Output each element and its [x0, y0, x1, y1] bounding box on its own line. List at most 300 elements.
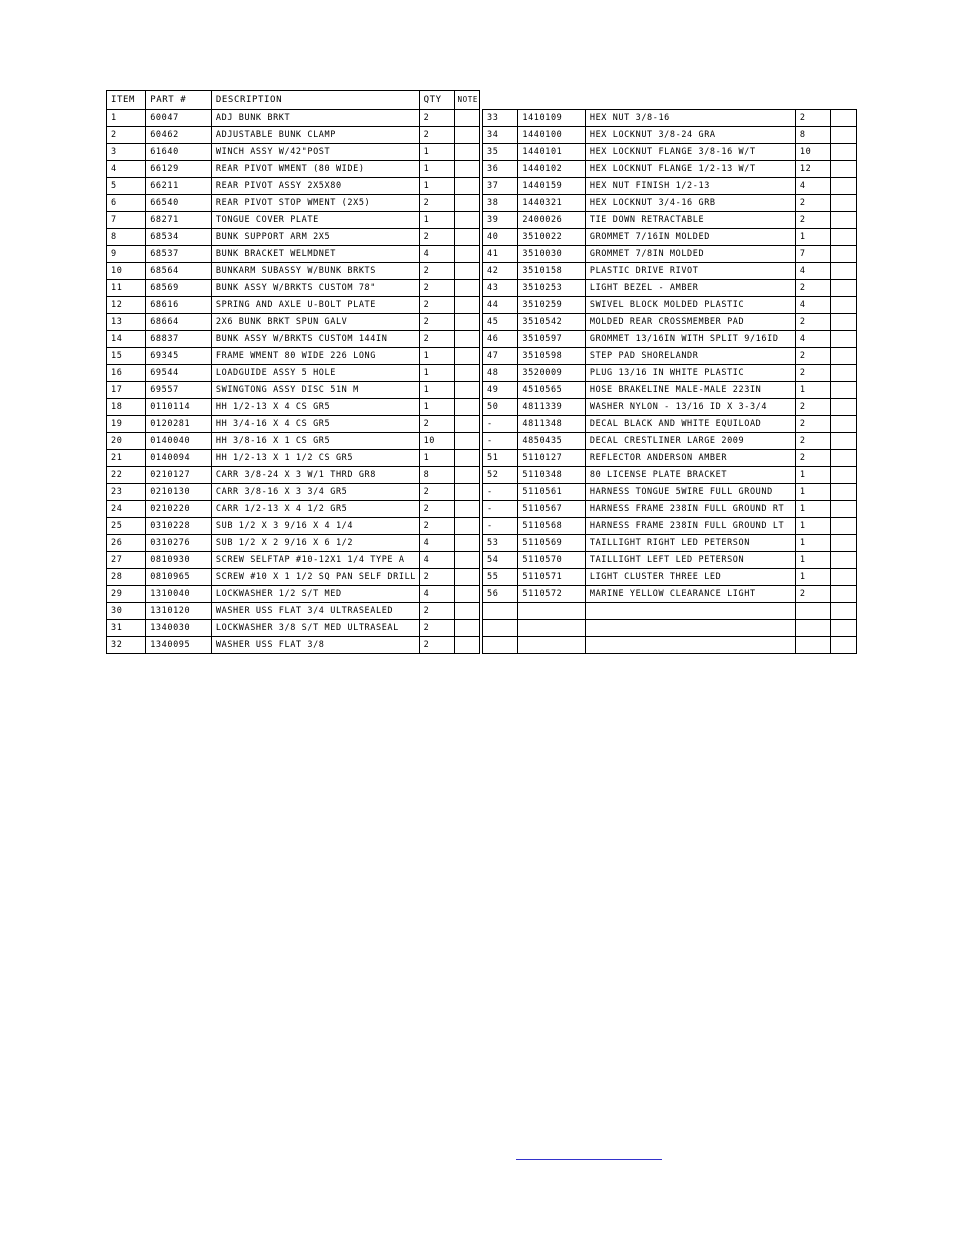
cell-note: [831, 637, 857, 654]
cell-part: 0210220: [146, 501, 212, 518]
table-row: [107, 569, 480, 586]
cell-part: 5110572: [518, 586, 586, 603]
cell-note: [454, 263, 479, 280]
cell-item: 44: [483, 297, 518, 314]
cell-note: [831, 348, 857, 365]
cell-qty: 1: [795, 501, 830, 518]
cell-item: -: [483, 501, 518, 518]
cell-part: 1310120: [146, 603, 212, 620]
cell-description: 2X6 BUNK BRKT SPUN GALV: [211, 314, 419, 331]
cell-note: [454, 552, 479, 569]
table-row: [107, 399, 480, 416]
cell-item: 32: [107, 637, 146, 654]
cell-description: HARNESS TONGUE 5WIRE FULL GROUND: [585, 484, 795, 501]
table-row: [483, 280, 857, 297]
cell-qty: 2: [419, 297, 454, 314]
cell-part: 3510597: [518, 331, 586, 348]
cell-note: [454, 144, 479, 161]
cell-item: 15: [107, 348, 146, 365]
cell-note: [831, 365, 857, 382]
cell-part: 3510259: [518, 297, 586, 314]
cell-qty: 2: [419, 110, 454, 127]
header-qty: QTY: [419, 91, 454, 110]
table-row: [483, 127, 857, 144]
cell-part: 5110571: [518, 569, 586, 586]
cell-note: [454, 450, 479, 467]
table-row: [483, 348, 857, 365]
cell-qty: 2: [419, 501, 454, 518]
cell-note: [454, 467, 479, 484]
cell-note: [454, 229, 479, 246]
cell-part: 68616: [146, 297, 212, 314]
cell-note: [454, 365, 479, 382]
cell-note: [831, 127, 857, 144]
cell-part: 3510158: [518, 263, 586, 280]
cell-item: 22: [107, 467, 146, 484]
cell-qty: 1: [419, 399, 454, 416]
cell-qty: 2: [419, 518, 454, 535]
cell-item: 48: [483, 365, 518, 382]
cell-part: 1440101: [518, 144, 586, 161]
cell-qty: 1: [419, 450, 454, 467]
cell-note: [454, 518, 479, 535]
cell-description: [585, 637, 795, 654]
cell-description: SUB 1/2 X 2 9/16 X 6 1/2: [211, 535, 419, 552]
cell-description: HEX NUT 3/8-16: [585, 110, 795, 127]
cell-part: 0310228: [146, 518, 212, 535]
cell-description: SWINGTONG ASSY DISC 51N M: [211, 382, 419, 399]
cell-qty: 2: [795, 450, 830, 467]
table-row: [107, 586, 480, 603]
cell-part: [518, 603, 586, 620]
cell-item: 17: [107, 382, 146, 399]
cell-note: [831, 586, 857, 603]
cell-qty: 2: [419, 314, 454, 331]
cell-part: 60047: [146, 110, 212, 127]
cell-qty: 4: [795, 178, 830, 195]
cell-note: [454, 484, 479, 501]
cell-part: 66211: [146, 178, 212, 195]
cell-qty: 1: [795, 382, 830, 399]
cell-description: TONGUE COVER PLATE: [211, 212, 419, 229]
cell-qty: [795, 620, 830, 637]
cell-part: 3520009: [518, 365, 586, 382]
table-row: [483, 246, 857, 263]
table-row: [483, 212, 857, 229]
cell-note: [454, 501, 479, 518]
table-row: [107, 212, 480, 229]
cell-note: [454, 637, 479, 654]
cell-description: TIE DOWN RETRACTABLE: [585, 212, 795, 229]
table-row: [483, 535, 857, 552]
cell-qty: 2: [419, 620, 454, 637]
table-row: [483, 501, 857, 518]
cell-item: 8: [107, 229, 146, 246]
cell-qty: 4: [419, 535, 454, 552]
cell-part: 68664: [146, 314, 212, 331]
table-row: [483, 637, 857, 654]
cell-description: HARNESS FRAME 238IN FULL GROUND LT: [585, 518, 795, 535]
table-row: [483, 569, 857, 586]
cell-part: [518, 637, 586, 654]
cell-item: 29: [107, 586, 146, 603]
cell-description: STEP PAD SHORELANDR: [585, 348, 795, 365]
header-description: DESCRIPTION: [211, 91, 419, 110]
cell-description: HOSE BRAKELINE MALE-MALE 223IN: [585, 382, 795, 399]
table-row: [107, 314, 480, 331]
cell-description: MOLDED REAR CROSSMEMBER PAD: [585, 314, 795, 331]
cell-item: 16: [107, 365, 146, 382]
cell-note: [831, 518, 857, 535]
cell-item: 42: [483, 263, 518, 280]
cell-item: 13: [107, 314, 146, 331]
header-note: NOTE: [454, 91, 479, 110]
cell-description: CARR 1/2-13 X 4 1/2 GR5: [211, 501, 419, 518]
cell-qty: 2: [419, 229, 454, 246]
cell-note: [454, 382, 479, 399]
cell-item: 47: [483, 348, 518, 365]
table-row: [107, 195, 480, 212]
cell-note: [454, 603, 479, 620]
cell-note: [831, 569, 857, 586]
cell-item: 46: [483, 331, 518, 348]
cell-qty: 2: [419, 263, 454, 280]
table-row: [483, 178, 857, 195]
cell-qty: 1: [795, 229, 830, 246]
table-row: [483, 161, 857, 178]
cell-item: 4: [107, 161, 146, 178]
cell-part: 2400026: [518, 212, 586, 229]
cell-note: [831, 484, 857, 501]
cell-item: 7: [107, 212, 146, 229]
cell-note: [831, 212, 857, 229]
cell-qty: [795, 603, 830, 620]
cell-item: 49: [483, 382, 518, 399]
table-row: [107, 178, 480, 195]
cell-item: 54: [483, 552, 518, 569]
cell-qty: 2: [419, 195, 454, 212]
cell-description: MARINE YELLOW CLEARANCE LIGHT: [585, 586, 795, 603]
cell-part: 69544: [146, 365, 212, 382]
cell-description: CARR 3/8-24 X 3 W/1 THRD GR8: [211, 467, 419, 484]
footer-link-underline[interactable]: [516, 1157, 662, 1160]
cell-item: [483, 603, 518, 620]
cell-part: 4811348: [518, 416, 586, 433]
cell-item: 38: [483, 195, 518, 212]
table-row: [107, 331, 480, 348]
cell-note: [454, 246, 479, 263]
cell-note: [454, 535, 479, 552]
cell-qty: 2: [795, 348, 830, 365]
cell-description: GROMMET 7/16IN MOLDED: [585, 229, 795, 246]
cell-part: 5110568: [518, 518, 586, 535]
cell-qty: 8: [419, 467, 454, 484]
table-row: [107, 484, 480, 501]
table-row: [483, 620, 857, 637]
cell-part: 4510565: [518, 382, 586, 399]
cell-item: 10: [107, 263, 146, 280]
cell-description: WASHER USS FLAT 3/4 ULTRASEALED: [211, 603, 419, 620]
cell-note: [454, 178, 479, 195]
cell-qty: 2: [419, 331, 454, 348]
cell-description: [585, 620, 795, 637]
cell-note: [831, 246, 857, 263]
table-row: [483, 297, 857, 314]
table-row: [107, 450, 480, 467]
cell-part: 4850435: [518, 433, 586, 450]
cell-note: [454, 314, 479, 331]
cell-note: [454, 620, 479, 637]
table-row: [483, 484, 857, 501]
cell-part: 1340030: [146, 620, 212, 637]
cell-note: [831, 280, 857, 297]
table-row: [483, 314, 857, 331]
table-row: [483, 603, 857, 620]
table-row: [107, 280, 480, 297]
cell-description: PLASTIC DRIVE RIVOT: [585, 263, 795, 280]
cell-item: 23: [107, 484, 146, 501]
table-row: [483, 433, 857, 450]
table-row: [483, 399, 857, 416]
cell-item: 50: [483, 399, 518, 416]
cell-description: REAR PIVOT ASSY 2X5X80: [211, 178, 419, 195]
cell-description: BUNK ASSY W/BRKTS CUSTOM 78": [211, 280, 419, 297]
cell-item: 36: [483, 161, 518, 178]
cell-part: 3510030: [518, 246, 586, 263]
cell-description: HARNESS FRAME 238IN FULL GROUND RT: [585, 501, 795, 518]
cell-qty: 1: [795, 518, 830, 535]
cell-note: [454, 331, 479, 348]
cell-description: LIGHT BEZEL - AMBER: [585, 280, 795, 297]
cell-part: 60462: [146, 127, 212, 144]
cell-part: 3510542: [518, 314, 586, 331]
cell-description: HH 3/4-16 X 4 CS GR5: [211, 416, 419, 433]
cell-note: [831, 144, 857, 161]
cell-item: -: [483, 416, 518, 433]
cell-qty: 1: [795, 467, 830, 484]
table-row: [107, 229, 480, 246]
cell-item: 6: [107, 195, 146, 212]
table-row: [483, 586, 857, 603]
cell-note: [454, 297, 479, 314]
cell-note: [831, 620, 857, 637]
cell-item: -: [483, 433, 518, 450]
cell-description: SUB 1/2 X 3 9/16 X 4 1/4: [211, 518, 419, 535]
cell-part: 3510598: [518, 348, 586, 365]
cell-qty: 1: [795, 552, 830, 569]
table-row: [107, 365, 480, 382]
cell-item: [483, 637, 518, 654]
cell-part: 5110348: [518, 467, 586, 484]
cell-note: [831, 382, 857, 399]
cell-part: 0310276: [146, 535, 212, 552]
cell-qty: 2: [795, 365, 830, 382]
cell-part: 0810965: [146, 569, 212, 586]
cell-item: 25: [107, 518, 146, 535]
parts-table-body-left: [107, 110, 480, 654]
cell-qty: 1: [419, 382, 454, 399]
table-row: [483, 195, 857, 212]
header-part: PART #: [146, 91, 212, 110]
cell-item: 56: [483, 586, 518, 603]
cell-note: [831, 552, 857, 569]
cell-description: GROMMET 7/8IN MOLDED: [585, 246, 795, 263]
table-row: [483, 263, 857, 280]
table-row: [483, 365, 857, 382]
cell-part: 0210130: [146, 484, 212, 501]
cell-description: HH 1/2-13 X 1 1/2 CS GR5: [211, 450, 419, 467]
table-row: [107, 348, 480, 365]
parts-table-header: [107, 91, 480, 110]
table-row: [107, 297, 480, 314]
table-row: [107, 416, 480, 433]
cell-description: BUNK BRACKET WELMDNET: [211, 246, 419, 263]
table-row: [107, 263, 480, 280]
cell-description: HEX NUT FINISH 1/2-13: [585, 178, 795, 195]
cell-item: 26: [107, 535, 146, 552]
cell-note: [831, 501, 857, 518]
cell-note: [831, 229, 857, 246]
cell-item: 35: [483, 144, 518, 161]
table-row: [107, 382, 480, 399]
cell-item: 2: [107, 127, 146, 144]
cell-item: 12: [107, 297, 146, 314]
cell-description: DECAL CRESTLINER LARGE 2009: [585, 433, 795, 450]
parts-table-left: [106, 90, 480, 654]
cell-note: [831, 178, 857, 195]
cell-part: 68564: [146, 263, 212, 280]
cell-item: 39: [483, 212, 518, 229]
cell-qty: 2: [795, 399, 830, 416]
cell-part: 0140094: [146, 450, 212, 467]
cell-note: [454, 586, 479, 603]
table-row: [483, 144, 857, 161]
cell-note: [454, 433, 479, 450]
cell-note: [454, 212, 479, 229]
cell-part: 0140040: [146, 433, 212, 450]
cell-description: REFLECTOR ANDERSON AMBER: [585, 450, 795, 467]
cell-part: 68271: [146, 212, 212, 229]
cell-description: HH 1/2-13 X 4 CS GR5: [211, 399, 419, 416]
table-row: [483, 552, 857, 569]
table-row: [107, 518, 480, 535]
cell-item: 34: [483, 127, 518, 144]
cell-item: 24: [107, 501, 146, 518]
cell-note: [454, 161, 479, 178]
cell-qty: 2: [419, 637, 454, 654]
cell-part: 0810930: [146, 552, 212, 569]
cell-qty: 2: [795, 314, 830, 331]
parts-table-right: [482, 109, 857, 654]
cell-description: WASHER NYLON - 13/16 ID X 3-3/4: [585, 399, 795, 416]
cell-note: [831, 263, 857, 280]
cell-qty: 2: [795, 110, 830, 127]
cell-item: -: [483, 484, 518, 501]
cell-note: [454, 127, 479, 144]
cell-note: [831, 161, 857, 178]
cell-qty: 1: [795, 484, 830, 501]
table-row: [107, 620, 480, 637]
cell-qty: 2: [419, 603, 454, 620]
cell-part: 5110570: [518, 552, 586, 569]
cell-qty: 1: [419, 161, 454, 178]
cell-part: 1440100: [518, 127, 586, 144]
cell-qty: 1: [419, 144, 454, 161]
cell-qty: 4: [419, 552, 454, 569]
cell-qty: 4: [795, 331, 830, 348]
cell-qty: 2: [795, 212, 830, 229]
table-row: [483, 518, 857, 535]
table-row: [483, 467, 857, 484]
cell-qty: 4: [419, 586, 454, 603]
cell-item: [483, 620, 518, 637]
cell-qty: 2: [419, 280, 454, 297]
cell-item: 19: [107, 416, 146, 433]
cell-item: 51: [483, 450, 518, 467]
table-row: [107, 501, 480, 518]
table-row: [107, 552, 480, 569]
table-row: [107, 246, 480, 263]
table-row: [107, 127, 480, 144]
cell-description: BUNKARM SUBASSY W/BUNK BRKTS: [211, 263, 419, 280]
cell-part: 0110114: [146, 399, 212, 416]
cell-note: [831, 297, 857, 314]
table-row: [483, 110, 857, 127]
cell-qty: 1: [795, 569, 830, 586]
cell-item: 3: [107, 144, 146, 161]
cell-item: 5: [107, 178, 146, 195]
cell-description: LIGHT CLUSTER THREE LED: [585, 569, 795, 586]
parts-table-body-right: [483, 110, 857, 654]
cell-note: [454, 110, 479, 127]
cell-item: 37: [483, 178, 518, 195]
cell-description: HEX LOCKNUT FLANGE 1/2-13 W/T: [585, 161, 795, 178]
cell-item: 55: [483, 569, 518, 586]
cell-item: 30: [107, 603, 146, 620]
cell-qty: 4: [419, 246, 454, 263]
cell-description: HEX LOCKNUT FLANGE 3/8-16 W/T: [585, 144, 795, 161]
cell-qty: 2: [795, 586, 830, 603]
cell-description: LOCKWASHER 1/2 S/T MED: [211, 586, 419, 603]
cell-part: 68837: [146, 331, 212, 348]
cell-note: [831, 399, 857, 416]
table-row: [107, 110, 480, 127]
cell-item: 53: [483, 535, 518, 552]
table-row: [107, 535, 480, 552]
cell-description: FRAME WMENT 80 WIDE 226 LONG: [211, 348, 419, 365]
cell-description: REAR PIVOT WMENT (80 WIDE): [211, 161, 419, 178]
table-row: [483, 382, 857, 399]
cell-part: 69345: [146, 348, 212, 365]
cell-item: 9: [107, 246, 146, 263]
cell-qty: 2: [419, 127, 454, 144]
cell-part: 1340095: [146, 637, 212, 654]
cell-qty: 2: [419, 484, 454, 501]
cell-description: HH 3/8-16 X 1 CS GR5: [211, 433, 419, 450]
cell-note: [831, 416, 857, 433]
cell-qty: 2: [795, 195, 830, 212]
table-row: [107, 467, 480, 484]
table-row: [483, 416, 857, 433]
cell-description: DECAL BLACK AND WHITE EQUILOAD: [585, 416, 795, 433]
cell-item: 18: [107, 399, 146, 416]
cell-note: [831, 467, 857, 484]
cell-description: LOCKWASHER 3/8 S/T MED ULTRASEAL: [211, 620, 419, 637]
cell-note: [454, 569, 479, 586]
cell-item: 52: [483, 467, 518, 484]
cell-description: SCREW SELFTAP #10-12X1 1/4 TYPE A: [211, 552, 419, 569]
cell-qty: 8: [795, 127, 830, 144]
